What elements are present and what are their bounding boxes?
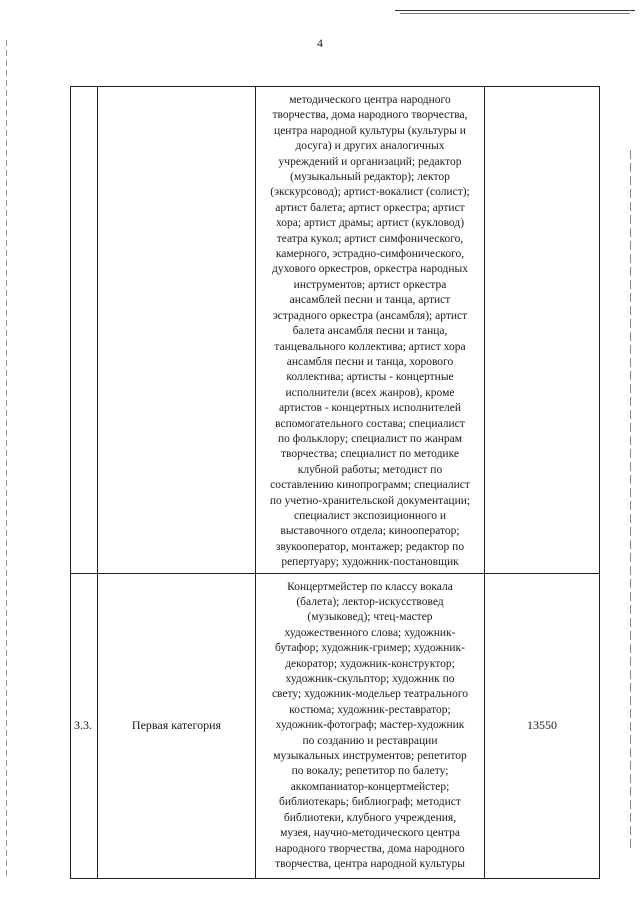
profession-line: камерного, эстрадно-симфонического,: [275, 248, 465, 261]
professions-cell: [256, 87, 485, 574]
profession-line: ансамбля песни и танца, хорового: [286, 355, 454, 368]
scan-edge-left: [6, 40, 7, 880]
profession-line: бутафор; художник-гример; художник-: [275, 642, 465, 655]
profession-line: звукооператор, монтажер; редактор по: [275, 540, 465, 553]
profession-line: клубной работы; методист по: [297, 463, 443, 476]
profession-line: музыкальных инструментов; репетитор: [273, 750, 467, 763]
scan-edge-line: [400, 13, 630, 14]
position-cell: [71, 87, 98, 574]
profession-line: костюма; художник-реставратор;: [289, 703, 451, 716]
profession-line: инструментов; артист оркестра: [293, 278, 447, 291]
profession-line: балета ансамбля песни и танца,: [292, 325, 448, 338]
category-cell: Первая категория: [98, 573, 256, 878]
profession-line: творчества, дома народного творчества,: [272, 109, 468, 122]
profession-line: методического центра народного: [289, 94, 451, 106]
profession-line: музея, научно-методического центра: [280, 827, 460, 840]
scan-edge-right: [630, 150, 631, 850]
table-row: [71, 87, 600, 574]
salary-cell: 13550: [485, 573, 600, 878]
profession-line: вспомогательного состава; специалист: [275, 417, 465, 430]
profession-line: библиотекарь; библиограф; методист: [279, 796, 461, 809]
page-number: 4: [317, 36, 323, 50]
profession-line: исполнители (всех жанров), кроме: [285, 386, 455, 399]
profession-line: декоратор; художник-конструктор;: [285, 657, 455, 670]
profession-line: по вокалу; репетитор по балету;: [291, 765, 449, 778]
profession-line: по учетно-хранительской документации;: [269, 494, 471, 507]
profession-line: репертуару; художник-постановщик: [281, 556, 459, 569]
profession-line: Концертмейстер по классу вокала: [287, 580, 453, 593]
profession-line: духового оркестров, оркестра народных: [271, 263, 469, 276]
profession-line: творчества; специалист по методике: [281, 448, 459, 461]
profession-line: (экскурсовод); артист-вокалист (солист);: [270, 186, 470, 199]
profession-line: библиотеки, клубного учреждения,: [283, 811, 457, 824]
profession-line: артист балета; артист оркестра; артист: [275, 201, 465, 214]
table-row: [71, 573, 600, 878]
profession-line: художник-фотограф; мастер-художник: [275, 719, 465, 732]
profession-line: хора; артист драмы; артист (кукловод): [275, 217, 465, 230]
salary-cell: [485, 87, 600, 574]
category-cell: [98, 87, 256, 574]
profession-line: (музыковед); чтец-мастер: [307, 611, 433, 624]
profession-line: народного творчества, дома народного: [275, 842, 465, 855]
profession-line: учреждений и организаций; редактор: [278, 155, 462, 168]
profession-line: артистов - концертных исполнителей: [278, 402, 462, 415]
profession-line: танцевального коллектива; артист хора: [274, 340, 466, 353]
profession-line: коллектива; артисты - концертные: [286, 371, 454, 384]
professions-cell: [256, 573, 485, 878]
profession-line: центра народной культуры (культуры и: [274, 124, 466, 137]
profession-line: ансамблей песни и танца, артист: [289, 294, 451, 307]
profession-line: по созданию и реставрации: [302, 734, 438, 747]
profession-line: (балета); лектор-искусствовед: [296, 596, 444, 608]
profession-line: выставочного отдела; кинооператор;: [280, 525, 460, 538]
profession-line: художественного слова; художник-: [284, 626, 456, 639]
position-cell: 3.3.: [71, 573, 98, 878]
profession-line: составлению кинопрограмм; специалист: [270, 479, 470, 492]
profession-line: досуга) и других аналогичных: [295, 140, 445, 153]
profession-line: творчества, центра народной культуры: [275, 857, 465, 870]
profession-line: по фольклору; специалист по жанрам: [277, 432, 463, 445]
profession-line: театра кукол; артист симфонического,: [276, 232, 464, 245]
profession-line: эстрадного оркестра (ансамбля); артист: [272, 309, 468, 322]
profession-line: аккомпаниатор-концертмейстер;: [290, 780, 450, 793]
salary-table: [70, 86, 600, 879]
profession-line: художник-скульптор; художник по: [285, 673, 455, 686]
profession-line: (музыкальный редактор); лектор: [290, 171, 450, 184]
profession-line: свету; художник-модельер театрального: [271, 688, 469, 701]
scan-edge-line: [395, 10, 635, 11]
profession-line: специалист экспозиционного и: [293, 509, 447, 522]
